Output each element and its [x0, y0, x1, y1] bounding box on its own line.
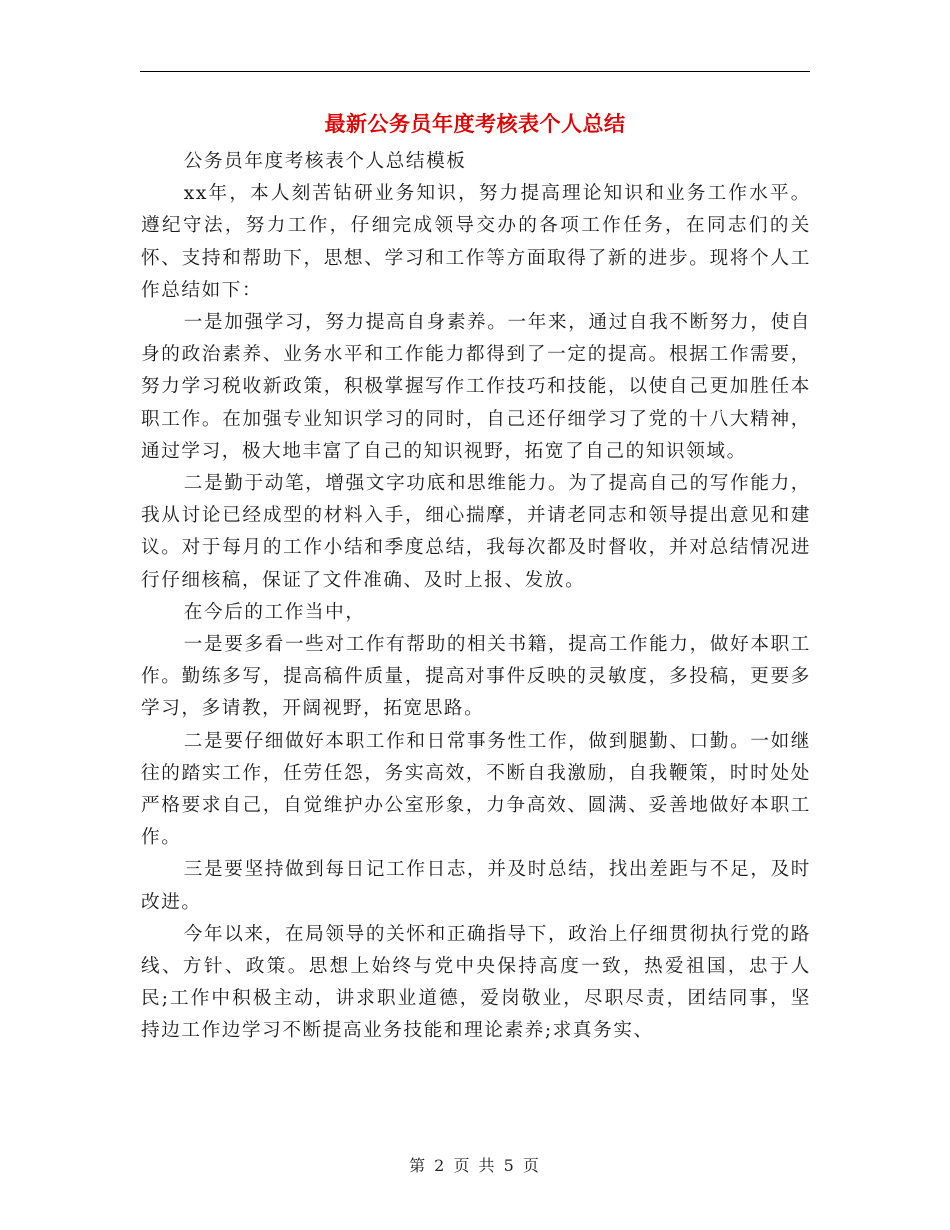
paragraph: 三是要坚持做到每日记工作日志，并及时总结，找出差距与不足，及时改进。	[141, 859, 811, 913]
header-rule	[140, 71, 810, 72]
paragraph: xx年，本人刻苦钻研业务知识，努力提高理论知识和业务工作水平。遵纪守法，努力工作，仔细完成领导交办的各项工作任务，在同志们的关怀、支持和帮助下，思想、学习和工作等方面取得了新的进步。现将个人工作总结如下：	[141, 183, 811, 301]
paragraph: 在今后的工作当中，	[183, 601, 366, 623]
paragraph: 公务员年度考核表个人总结模板	[183, 151, 467, 172]
paragraph: 一是加强学习，努力提高自身素养。一年来，通过自我不断努力，使自身的政治素养、业务水平和工作能力都得到了一定的提高。根据工作需要，努力学习税收新政策，积极掌握写作工作技巧和技能，以使自己更加胜任本职工作。在加强专业知识学习的同时，自己还仔细学习了党的十八大精神，通过学习，极大地丰富了自己的知识视野，拓宽了自己的知识领域。	[141, 312, 811, 462]
paragraph: 今年以来，在局领导的关怀和正确指导下，政治上仔细贯彻执行党的路线、方针、政策。思想上始终与党中央保持高度一致，热爱祖国，忠于人民;工作中积极主动，讲求职业道德，爱岗敬业，尽职尽责，团结同事，坚持边工作边学习不断提高业务技能和理论素养;求真务实、	[141, 923, 811, 1042]
paragraph: 二是要仔细做好本职工作和日常事务性工作，做到腿勤、口勤。一如继往的踏实工作，任劳任怨，务实高效，不断自我激励，自我鞭策，时时处处严格要求自己，自觉维护办公室形象，力争高效、圆满、妥善地做好本职工作。	[141, 730, 811, 849]
document-title: 最新公务员年度考核表个人总结	[324, 112, 626, 136]
document-body	[141, 146, 811, 1048]
paragraph: 一是要多看一些对工作有帮助的相关书籍，提高工作能力，做好本职工作。勤练多写，提高稿件质量，提高对事件反映的灵敏度，多投稿，更要多学习，多请教，开阔视野，拓宽思路。	[141, 634, 811, 720]
page-number-footer: 第 2 页 共 5 页	[409, 1156, 541, 1175]
paragraph: 二是勤于动笔，增强文字功底和思维能力。为了提高自己的写作能力，我从讨论已经成型的材料入手，细心揣摩，并请老同志和领导提出意见和建议。对于每月的工作小结和季度总结，我每次都及时督收，并对总结情况进行仔细核稿，保证了文件准确、及时上报、发放。	[141, 473, 811, 591]
